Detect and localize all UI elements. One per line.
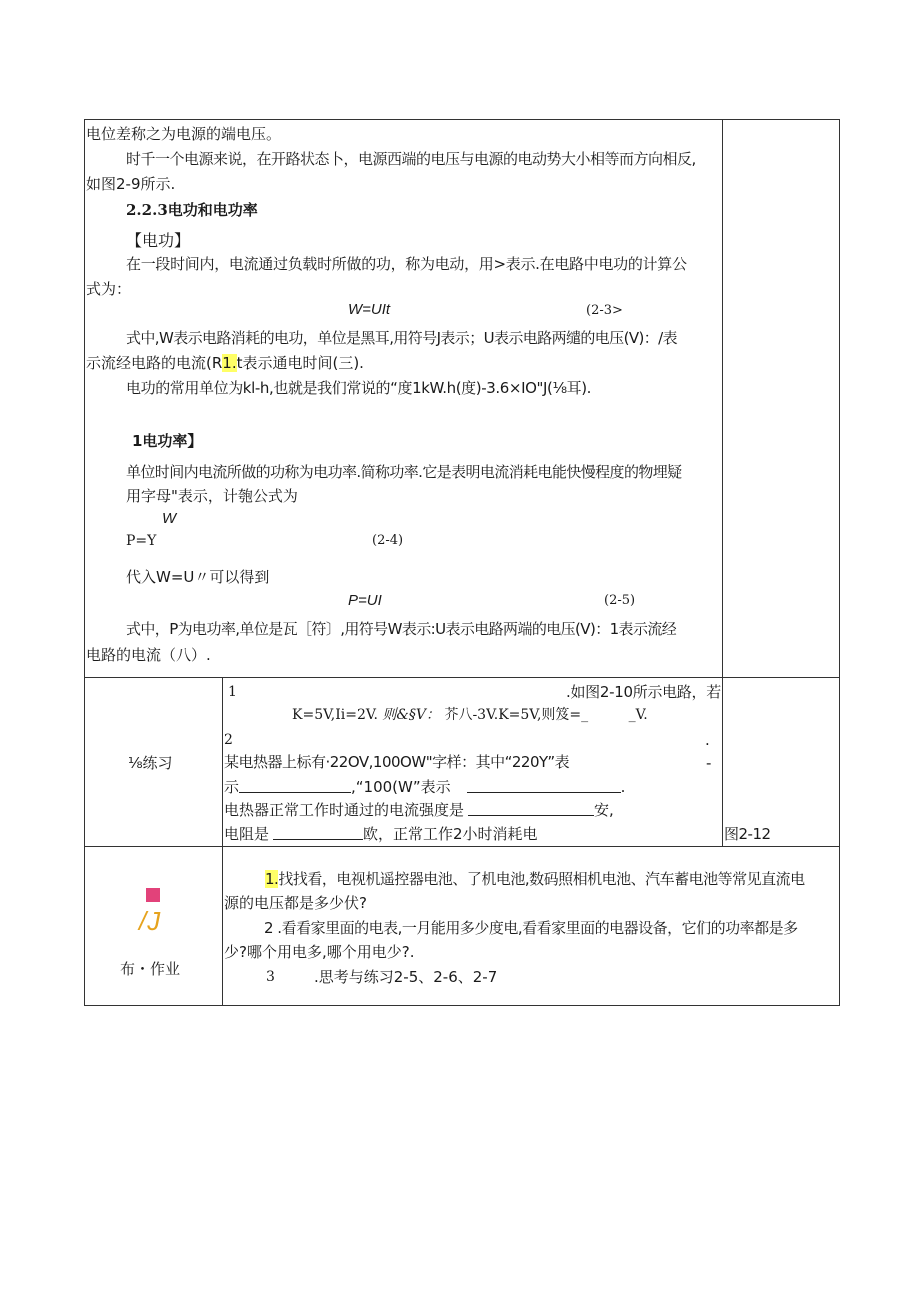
where-line-2-b: t表示通电时间(三). xyxy=(236,354,364,372)
work-definition-1: 在一段时间内，电流通过负载时所做的功，称为电动，用>表示.在电路中电功的计算公 xyxy=(126,255,687,273)
q2-line-3-b: 安, xyxy=(594,801,614,819)
q2-number: 2 xyxy=(224,732,233,748)
q2-line-3 xyxy=(224,803,614,818)
homework-item-1-line-2: 源的电压都是多少伏? xyxy=(224,894,367,912)
where-line-1: 式中,W表示电路消耗的电功，单位是黑耳,用符号J表示；U表示电路两缱的电压(V)：/表 xyxy=(126,329,677,347)
homework-item-2-line-1: 2 .看看家里面的电表,一月能用多少度电,看看家里面的电器设备，它们的功率都是多 xyxy=(264,919,798,937)
q2-line-2 xyxy=(224,780,625,795)
q1-line-2-a: K=5V,Ii=2V. xyxy=(292,707,378,723)
where-line-4: 电路的电流（八）. xyxy=(86,646,211,664)
fraction-numerator: W xyxy=(162,510,177,527)
where-line-2 xyxy=(86,356,364,371)
q2-dot: . xyxy=(705,731,710,749)
homework-logo-square xyxy=(146,888,160,902)
blank-2[interactable] xyxy=(467,780,621,793)
formula-power-number: (2-5) xyxy=(604,593,636,608)
homework-label: 布・作业 xyxy=(120,960,181,978)
fraction-equation-number: (2-4) xyxy=(372,533,404,548)
power-definition-1: 单位时间内电流所做的功称为电功率.简称功率.它是表明电流消耗电能快慢程度的物埋疑 xyxy=(126,463,682,481)
q1-line-2-b: 则&§V： xyxy=(382,707,440,723)
para-line-3: 如图2-9所示. xyxy=(86,175,176,193)
row-divider-2 xyxy=(84,846,840,847)
section-heading: 2.2.3电功和电功率 xyxy=(126,201,258,219)
q2-line-2-c: . xyxy=(620,778,626,796)
label-column-divider xyxy=(222,677,223,1006)
formula-work: W=UIt xyxy=(348,301,391,318)
q1-text: .如图2-10所示电路，若 xyxy=(566,683,721,701)
row-divider-1 xyxy=(84,677,840,678)
where-line-2-a: 示流经电路的电流(R xyxy=(86,354,223,372)
homework-logo-mark: /J xyxy=(139,906,162,936)
substitution-line: 代入W=U〃可以得到 xyxy=(126,568,270,586)
table-bottom-border xyxy=(84,1005,840,1006)
work-definition-2: 式为： xyxy=(86,280,132,298)
q1-number: 1 xyxy=(228,684,237,700)
blank-4[interactable] xyxy=(273,827,363,840)
table-top-border xyxy=(84,119,840,120)
homework-item-2-line-2: 少?哪个用电多,哪个用电少?. xyxy=(224,943,415,961)
practice-label: ⅛练习 xyxy=(128,754,173,772)
q2-dash: - xyxy=(706,754,712,772)
homework-item-1-a: 找找看，电视机遥控器电池、了机电池,数码照相机电池、汽车蓄电池等常见直流电 xyxy=(278,870,805,888)
content-right-divider xyxy=(722,119,723,847)
unit-line: 电功的常用单位为kl-h,也就是我们常说的“度1kW.h(度)-3.6×IO"J(⅛耳). xyxy=(126,379,592,397)
table-right-border xyxy=(839,119,840,1006)
q2-line-4 xyxy=(224,827,538,842)
figure-reference: 图2-12 xyxy=(724,825,771,843)
q2-line-2-a: 示 xyxy=(224,778,240,796)
para-line-1: 电位差称之为电源的端电压。 xyxy=(86,125,282,143)
table-left-border xyxy=(84,119,85,1006)
formula-work-number: (2-3> xyxy=(586,303,623,318)
bracket-work-title: 【电功】 xyxy=(126,231,191,250)
power-definition-2: 用字母"表示，计匏公式为 xyxy=(126,487,298,505)
q2-line-2-b: ,“100(W”表示 xyxy=(351,778,451,796)
homework-highlight: 1. xyxy=(265,870,279,888)
formula-power: P=UI xyxy=(348,592,382,609)
q1-line-2-d: _V. xyxy=(628,707,648,723)
homework-item-3-number: 3 xyxy=(266,969,275,985)
q1-line-2-c: 芥八-3V.K=5V,则笈=_ xyxy=(444,707,589,723)
homework-item-3-text: .思考与练习2-5、2-6、2-7 xyxy=(314,968,498,986)
bracket-power-title: 1电功率】 xyxy=(132,432,203,450)
fraction-equation: P=Y xyxy=(126,533,157,549)
q2-line-1: 某电热器上标有·22OV,100OW"字样：其中“220Y”表 xyxy=(224,753,570,771)
highlight-mark: 1. xyxy=(222,354,237,372)
blank-1[interactable] xyxy=(239,780,351,793)
q2-line-4-a: 电阻是 xyxy=(224,825,270,843)
q1-line-2 xyxy=(292,708,648,722)
where-line-3: 式中，P为电功率,单位是瓦［符〕,用符号W表示:U表示电路两端的电压(V)：1表示流经 xyxy=(126,620,677,638)
para-line-2: 时千一个电源来说，在开路状态卜，电源西端的电压与电源的电动势大小相等而方向相反, xyxy=(126,150,696,168)
q2-line-3-a: 电热器正常工作时通过的电流强度是 xyxy=(224,801,465,819)
homework-item-1-line-1 xyxy=(265,872,805,887)
blank-3[interactable] xyxy=(468,803,594,816)
q2-line-4-b: 欧，正常工作2小时消耗电 xyxy=(363,825,538,843)
